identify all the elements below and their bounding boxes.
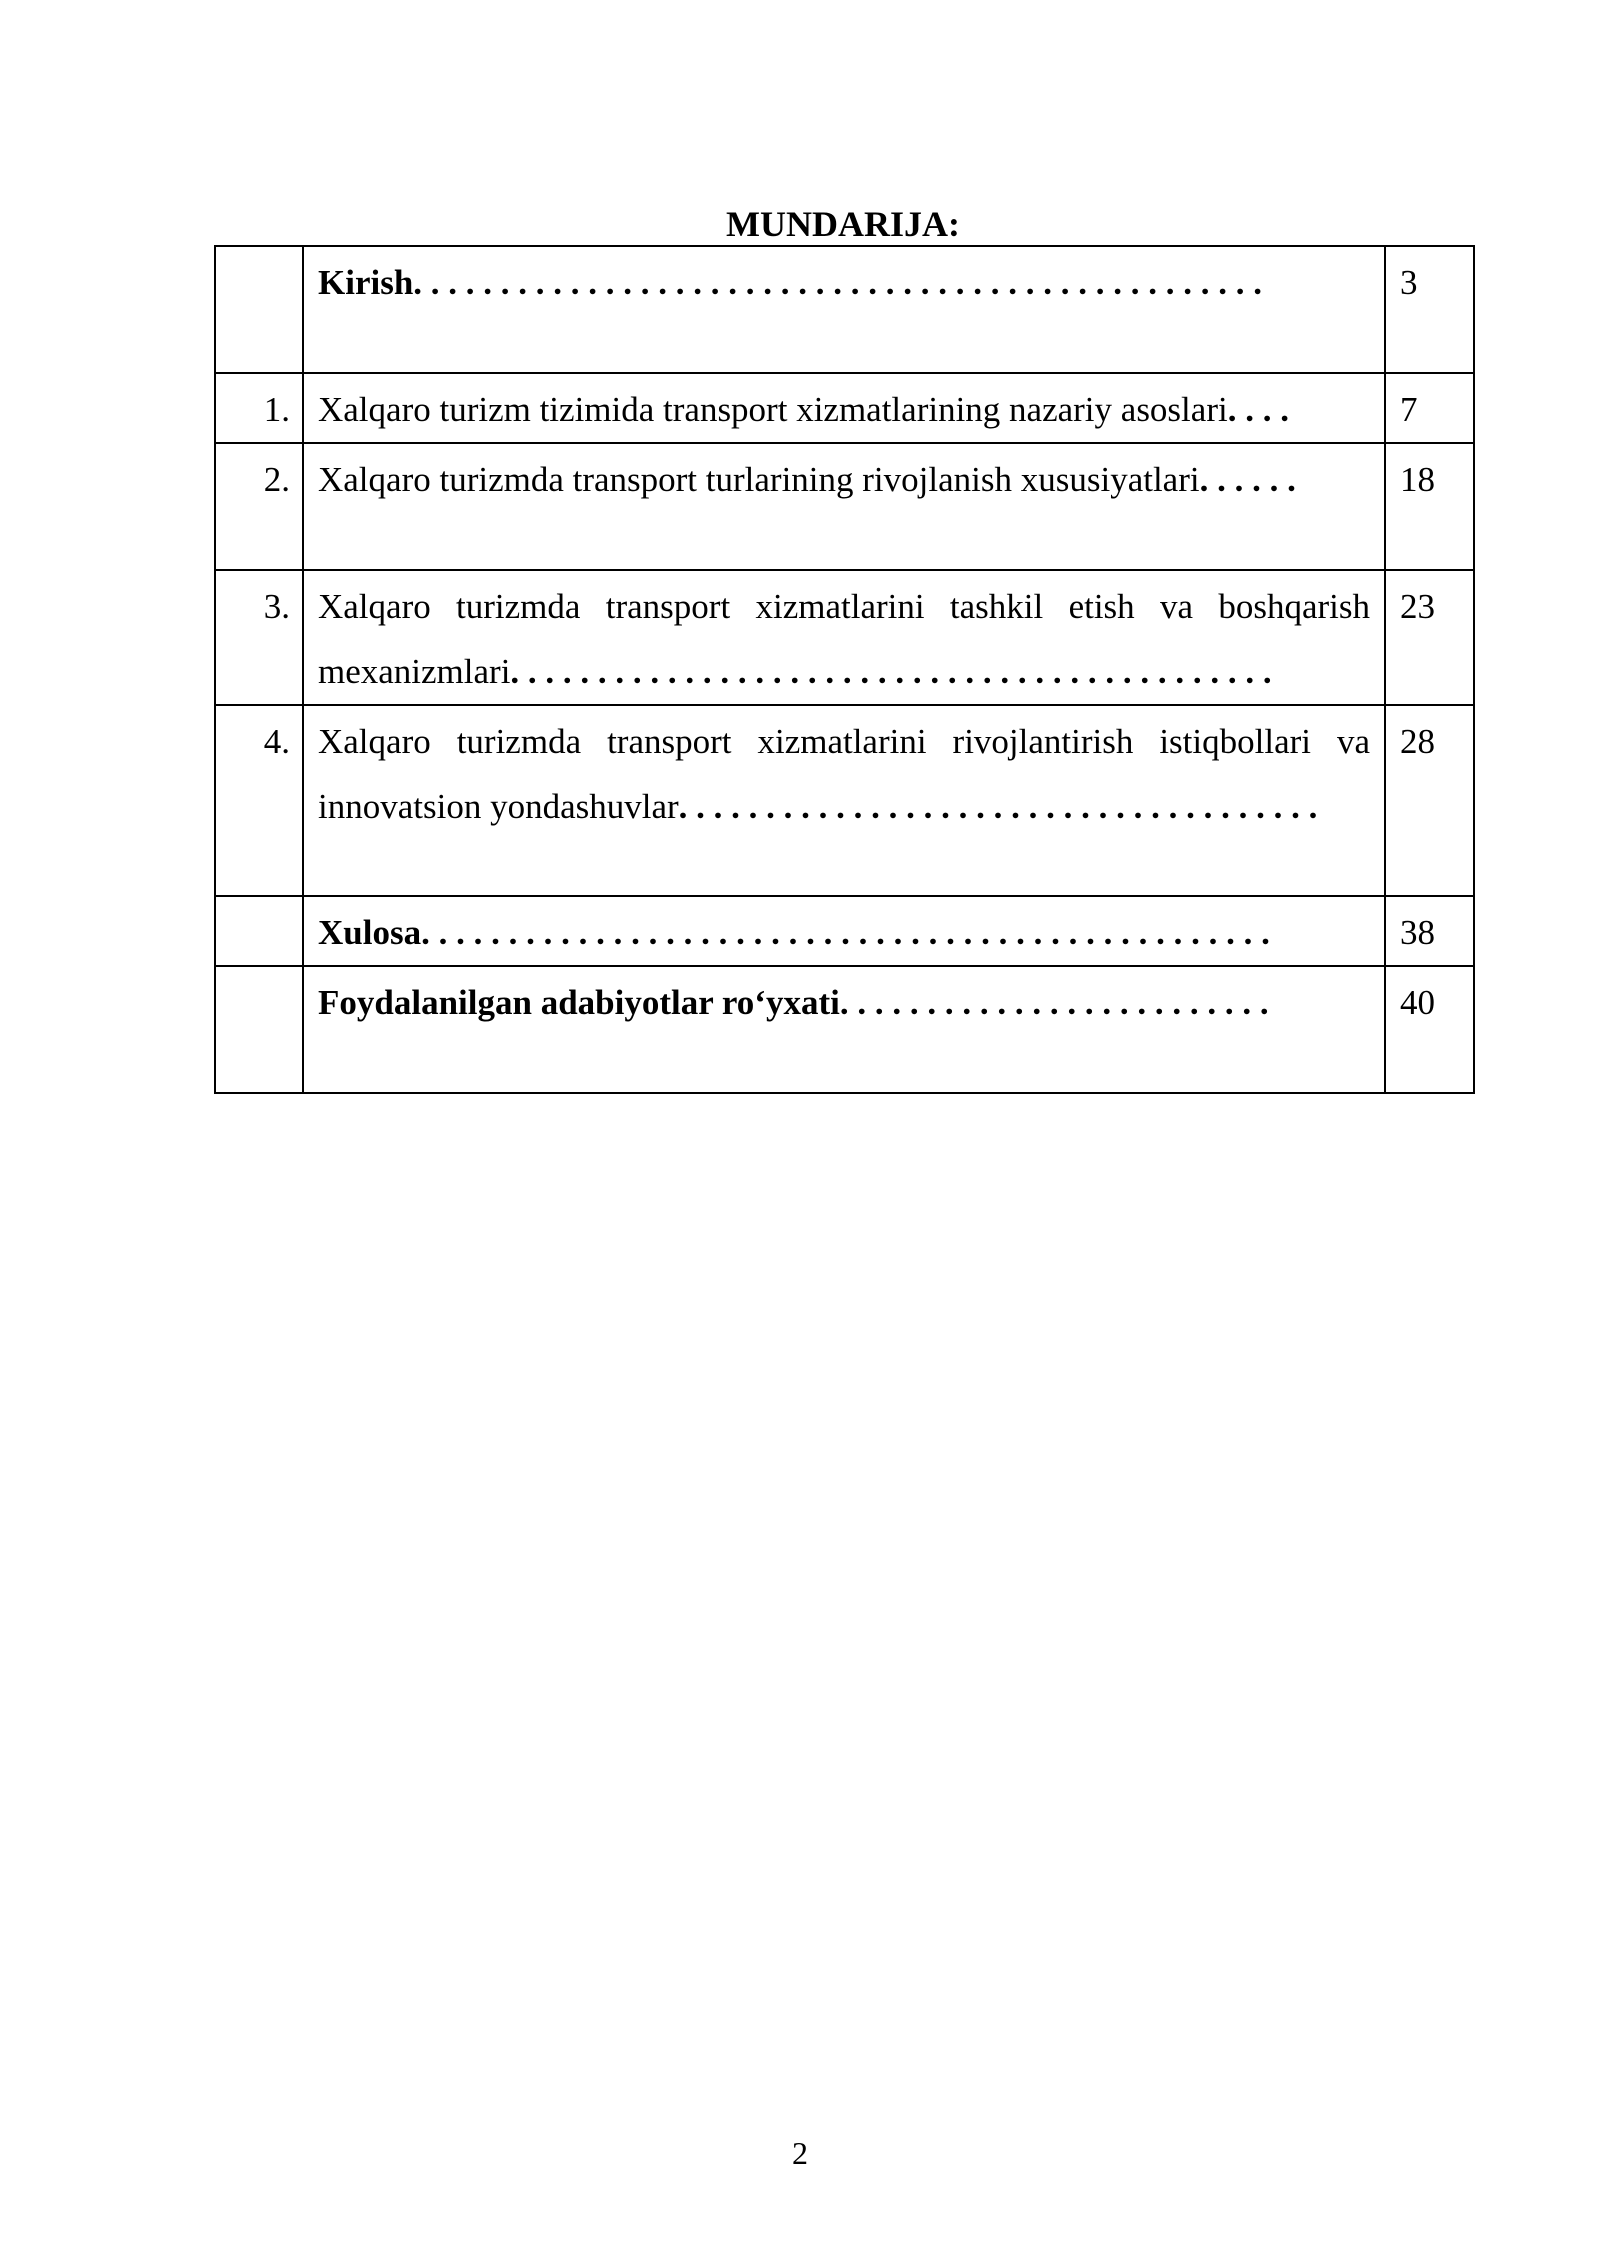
toc-title: Xalqaro turizm tizimida transport xizmatlarining nazariy asoslari. . . .	[303, 373, 1385, 443]
toc-row-kirish	[215, 246, 1474, 373]
toc-number: 4.	[215, 705, 303, 896]
page-number: 2	[792, 2135, 808, 2171]
toc-leader-dots: . . . . . .	[1199, 460, 1296, 499]
toc-leader-dots: . . . . . . . . . . . . . . . . . . . . . . . . . . . . . . . . . . . . . . . . . . . .	[510, 652, 1272, 691]
toc-row-3	[215, 570, 1474, 705]
toc-page-number: 18	[1385, 443, 1474, 570]
toc-page-number: 28	[1385, 705, 1474, 896]
toc-title: Foydalanilgan adabiyotlar ro‘yxati. . . . . . . . . . . . . . . . . . . . . . . . .	[303, 966, 1385, 1093]
toc-page-number: 38	[1385, 896, 1474, 966]
toc-number	[215, 896, 303, 966]
toc-page-number: 23	[1385, 570, 1474, 705]
toc-page-number: 40	[1385, 966, 1474, 1093]
toc-title: Xalqaro turizmda transport xizmatlarini rivojlantirish istiqbollari va innovatsion yondashuvlar. . . . . . . . . . . . . . . . . . . . . . . . . . . . . . . . . . . . .	[303, 705, 1385, 896]
toc-leader-dots: . . . . . . . . . . . . . . . . . . . . . . . . . . . . . . . . . . . . . . . . . . . . . . . . .	[413, 263, 1263, 302]
toc-row-1	[215, 373, 1474, 443]
toc-page-number: 3	[1385, 246, 1474, 373]
toc-title: Xalqaro turizmda transport xizmatlarini tashkil etish va boshqarish mexanizmlari. . . . . . . . . . . . . . . . . . . . . . . . . . . . . . . . . . . . . . . . . . . .	[303, 570, 1385, 705]
toc-title: Xulosa. . . . . . . . . . . . . . . . . . . . . . . . . . . . . . . . . . . . . . . . . . . . . . . . .	[303, 896, 1385, 966]
toc-number: 2.	[215, 443, 303, 570]
toc-leader-dots: . . . . . . . . . . . . . . . . . . . . . . . . . . . . . . . . . . . . . . . . . . . . . . . . .	[421, 913, 1270, 952]
toc-row-adabiyotlar	[215, 966, 1474, 1093]
toc-row-4	[215, 705, 1474, 896]
toc-number	[215, 966, 303, 1093]
toc-number	[215, 246, 303, 373]
toc-title: Xalqaro turizmda transport turlarining rivojlanish xususiyatlari. . . . . .	[303, 443, 1385, 570]
toc-number: 1.	[215, 373, 303, 443]
toc-title: Kirish. . . . . . . . . . . . . . . . . . . . . . . . . . . . . . . . . . . . . . . . . . . . . . . . .	[303, 246, 1385, 373]
toc-leader-dots: . . . . . . . . . . . . . . . . . . . . . . . . . . . . . . . . . . . . .	[678, 787, 1318, 826]
toc-page-number: 7	[1385, 373, 1474, 443]
toc-row-2	[215, 443, 1474, 570]
toc-leader-dots: . . . .	[1227, 390, 1289, 429]
page-title: MUNDARIJA:	[726, 204, 960, 244]
toc-number: 3.	[215, 570, 303, 705]
table-of-contents	[214, 245, 1475, 1094]
toc-leader-dots: . . . . . . . . . . . . . . . . . . . . . . . . .	[839, 983, 1269, 1022]
toc-row-xulosa	[215, 896, 1474, 966]
